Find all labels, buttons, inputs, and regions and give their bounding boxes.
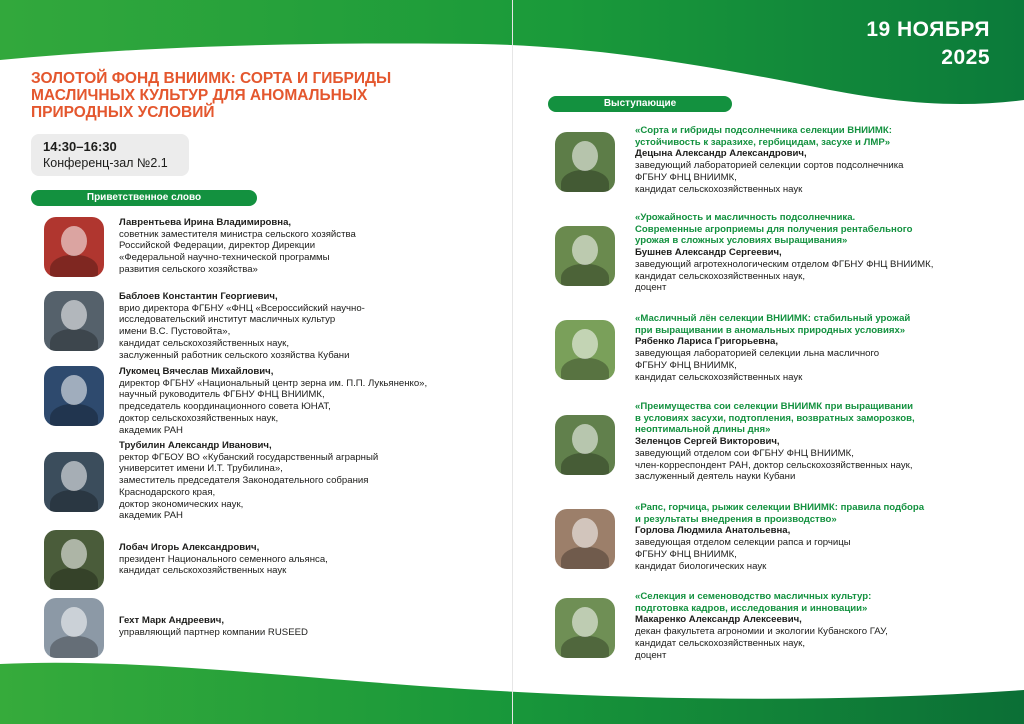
person-info	[119, 291, 365, 361]
welcome-person	[44, 598, 308, 658]
person-name: Лукомец Вячеслав Михайлович,	[119, 366, 274, 377]
person-role-line: член-корреспондент РАН, доктор сельскохозяйственных наук,	[635, 459, 913, 471]
person-info	[119, 542, 328, 577]
talk-topic: неоптимальной длины дня»	[635, 424, 771, 436]
person-role-line: университет имени И.Т. Трубилина»,	[119, 463, 283, 475]
person-photo	[555, 509, 615, 569]
person-role-line: заведующий агротехнологическим отделом ФГБНУ ФНЦ ВНИИМК,	[635, 258, 934, 270]
talk-topic: «Преимущества сои селекции ВНИИМК при выращивании	[635, 401, 913, 412]
talk-topic: «Сорта и гибриды подсолнечника селекции ВНИИМК:	[635, 125, 892, 136]
speaker	[555, 401, 975, 483]
speaker-info	[635, 502, 975, 572]
person-role-line: ФГБНУ ФНЦ ВНИИМК,	[635, 548, 737, 560]
person-role-line: заместитель председателя Законодательного собрания	[119, 475, 369, 487]
person-role-line: кандидат сельскохозяйственных наук,	[635, 637, 806, 649]
speaker	[555, 125, 975, 195]
person-role-line: заслуженный работник сельского хозяйства Кубани	[119, 349, 350, 361]
person-photo	[555, 226, 615, 286]
person-photo	[44, 366, 104, 426]
session-time: 14:30–16:30	[43, 139, 117, 154]
speaker-info	[635, 125, 975, 195]
person-role-line: кандидат сельскохозяйственных наук,	[119, 337, 290, 349]
person-role-line: доктор сельскохозяйственных наук,	[119, 412, 279, 424]
person-role-line: советник заместителя министра сельского хозяйства	[119, 228, 356, 240]
talk-topic: «Селекция и семеноводство масличных культур:	[635, 591, 872, 602]
person-photo	[555, 320, 615, 380]
person-role-line: заведующая отделом селекции рапса и горчицы	[635, 537, 851, 549]
talk-topic: в условиях засухи, подтопления, возвратных заморозков,	[635, 412, 915, 424]
person-role-line: академик РАН	[119, 510, 183, 522]
person-info	[119, 366, 427, 436]
speaker-info	[635, 212, 975, 294]
person-role-line: исследовательский институт масличных культур	[119, 314, 336, 326]
speaker	[555, 212, 975, 294]
person-photo	[44, 452, 104, 512]
welcome-person	[44, 291, 365, 361]
session-title: ЗОЛОТОЙ ФОНД ВНИИМК: СОРТА И ГИБРИДЫ МАСЛИЧНЫХ КУЛЬТУР ДЛЯ АНОМАЛЬНЫХ ПРИРОДНЫХ УСЛОВИЙ	[31, 70, 392, 121]
welcome-person	[44, 440, 379, 522]
person-role-line: академик РАН	[119, 424, 183, 436]
person-role-line: развития сельского хозяйства»	[119, 263, 258, 275]
person-name: Рябенко Лариса Григорьевна,	[635, 336, 778, 348]
person-role-line: директор ФГБНУ «Национальный центр зерна им. П.П. Лукьяненко»,	[119, 377, 428, 389]
person-role-line: доцент	[635, 649, 667, 661]
speaker-info	[635, 401, 975, 483]
person-role-line: заслуженный деятель науки Кубани	[635, 471, 796, 483]
person-role-line: заведующая лабораторией селекции льна масличного	[635, 348, 880, 360]
speaker-info	[635, 591, 975, 661]
person-name: Макаренко Александр Алексеевич,	[635, 614, 802, 626]
talk-topic: «Урожайность и масличность подсолнечника.	[635, 212, 856, 223]
person-role-line: имени В.С. Пустовойта»,	[119, 326, 231, 338]
person-name: Зеленцов Сергей Викторович,	[635, 436, 780, 448]
date-year: 2025	[941, 46, 990, 69]
person-photo	[44, 598, 104, 658]
person-role-line: научный руководитель ФГБНУ ФНЦ ВНИИМК,	[119, 389, 325, 401]
talk-topic: при выращивании в аномальных природных условиях»	[635, 324, 906, 336]
page-fold-divider	[512, 0, 513, 724]
person-role-line: декан факультета агрономии и экологии Кубанского ГАУ,	[635, 626, 888, 638]
person-role-line: кандидат биологических наук	[635, 560, 767, 572]
person-role-line: «Федеральной научно-технической программы	[119, 252, 330, 264]
talk-topic: урожая в сложных условиях выращивания»	[635, 235, 848, 247]
person-role-line: кандидат сельскохозяйственных наук	[635, 371, 803, 383]
person-role-line: Краснодарского края,	[119, 486, 216, 498]
person-name: Баблоев Константин Георгиевич,	[119, 291, 278, 302]
person-role-line: ФГБНУ ФНЦ ВНИИМК,	[635, 359, 737, 371]
talk-topic: и результаты внедрения в производство»	[635, 513, 837, 525]
event-date	[866, 16, 990, 72]
person-info	[119, 440, 378, 522]
person-name: Гехт Марк Андреевич,	[119, 615, 225, 626]
person-name: Лаврентьева Ирина Владимировна,	[119, 217, 292, 228]
speaker	[555, 502, 975, 572]
welcome-person	[44, 217, 356, 277]
person-role-line: доцент	[635, 282, 667, 294]
talk-topic: подготовка кадров, исследования и инновации»	[635, 602, 868, 614]
person-role-line: управляющий партнер компании RUSEED	[119, 626, 308, 638]
person-name: Трубилин Александр Иванович,	[119, 440, 272, 451]
date-day-month: 19 НОЯБРЯ	[866, 18, 990, 41]
person-role-line: Российской Федерации, директор Дирекции	[119, 240, 316, 252]
person-role-line: кандидат сельскохозяйственных наук	[635, 183, 803, 195]
person-photo	[555, 132, 615, 192]
person-name: Децына Александр Александрович,	[635, 148, 807, 160]
talk-topic: устойчивость к заразихе, гербицидам, засухе и ЛМР»	[635, 136, 891, 148]
person-photo	[44, 530, 104, 590]
person-info	[119, 615, 308, 638]
person-role-line: ФГБНУ ФНЦ ВНИИМК,	[635, 171, 737, 183]
person-name: Бушнев Александр Сергеевич,	[635, 247, 782, 259]
person-photo	[555, 598, 615, 658]
speaker	[555, 591, 975, 661]
talk-topic: «Рапс, горчица, рыжик селекции ВНИИМК: правила подбора	[635, 502, 925, 513]
person-role-line: заведующий отделом сои ФГБНУ ФНЦ ВНИИМК,	[635, 447, 854, 459]
person-role-line: кандидат сельскохозяйственных наук,	[635, 270, 806, 282]
person-name: Горлова Людмила Анатольевна,	[635, 525, 791, 537]
person-role-line: ректор ФГБОУ ВО «Кубанский государственный аграрный	[119, 451, 379, 463]
welcome-person	[44, 366, 427, 436]
welcome-section-label: Приветственное слово	[31, 190, 257, 206]
time-location-box	[31, 134, 189, 176]
talk-topic: Современные агроприемы для получения рентабельного	[635, 223, 913, 235]
person-role-line: доктор экономических наук,	[119, 498, 244, 510]
speaker-info	[635, 313, 975, 383]
person-photo	[44, 217, 104, 277]
person-photo	[555, 415, 615, 475]
speakers-section-label: Выступающие	[548, 96, 732, 112]
welcome-person	[44, 530, 328, 590]
person-role-line: врио директора ФГБНУ «ФНЦ «Всероссийский научно-	[119, 302, 365, 314]
talk-topic: «Масличный лён селекции ВНИИМК: стабильный урожай	[635, 313, 911, 324]
person-role-line: заведующий лабораторией селекции сортов подсолнечника	[635, 160, 904, 172]
person-name: Лобач Игорь Александрович,	[119, 542, 260, 553]
person-role-line: председатель координационного совета ЮНАТ,	[119, 401, 331, 413]
person-role-line: президент Национального семенного альянса,	[119, 553, 328, 565]
person-role-line: кандидат сельскохозяйственных наук	[119, 565, 287, 577]
session-room: Конференц-зал №2.1	[43, 156, 168, 170]
speaker	[555, 313, 975, 383]
person-photo	[44, 291, 104, 351]
person-info	[119, 217, 356, 276]
